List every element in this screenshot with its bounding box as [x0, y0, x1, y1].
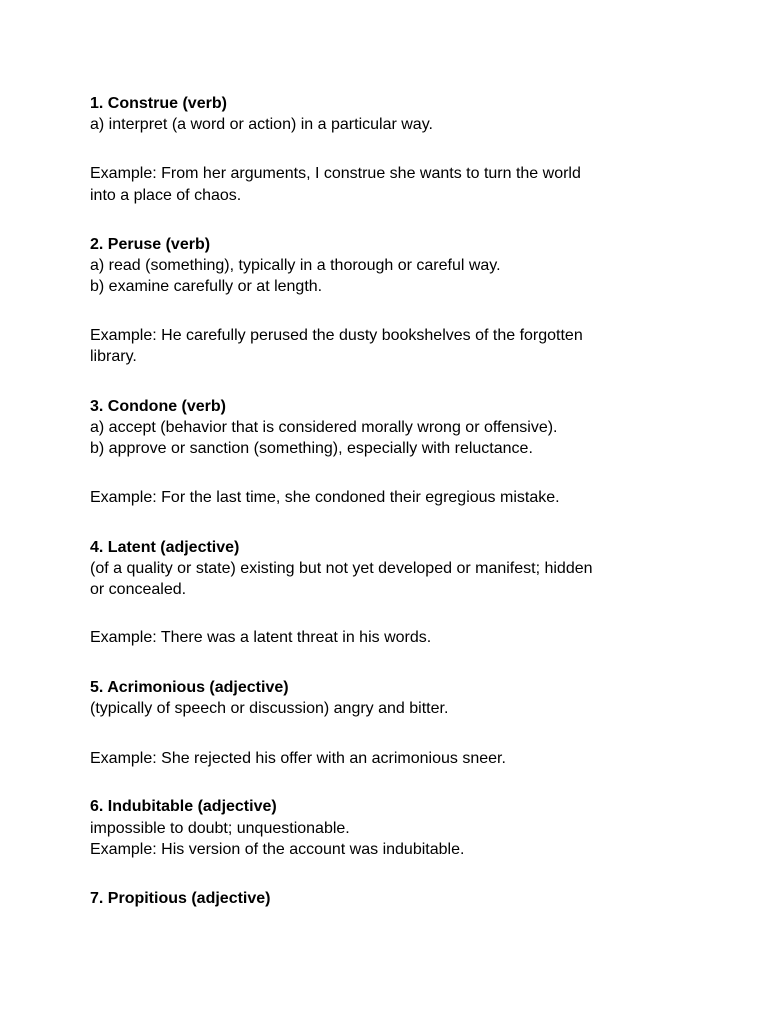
entry-6-example-line-1: Example: His version of the account was indubitable.	[90, 841, 465, 858]
entry-2-example-line-1: Example: He carefully perused the dusty bookshelves of the forgotten	[90, 327, 583, 344]
entry-1-example-line-1: Example: From her arguments, I construe she wants to turn the world	[90, 165, 581, 182]
entry-5-heading: 5. Acrimonious (adjective)	[90, 679, 289, 696]
entry-2-definition-a: a) read (something), typically in a thorough or careful way.	[90, 257, 501, 274]
entry-3-example-line-1: Example: For the last time, she condoned their egregious mistake.	[90, 489, 560, 506]
entry-6-heading: 6. Indubitable (adjective)	[90, 798, 277, 815]
entry-7-heading: 7. Propitious (adjective)	[90, 890, 271, 907]
entry-6-definition-line-1: impossible to doubt; unquestionable.	[90, 820, 350, 837]
entry-3-heading: 3. Condone (verb)	[90, 398, 227, 415]
entry-4-definition-line-1: (of a quality or state) existing but not yet developed or manifest; hidden	[90, 560, 593, 577]
entry-5-example-line-1: Example: She rejected his offer with an acrimonious sneer.	[90, 750, 506, 767]
entry-5-definition-line-1: (typically of speech or discussion) angry and bitter.	[90, 700, 449, 717]
entry-2-heading: 2. Peruse (verb)	[90, 236, 211, 253]
entry-1-example-line-2: into a place of chaos.	[90, 187, 242, 204]
entry-1-heading: 1. Construe (verb)	[90, 95, 227, 112]
entry-2-example-line-2: library.	[90, 348, 137, 365]
entry-1-definition-a: a) interpret (a word or action) in a particular way.	[90, 116, 433, 133]
entry-4-example-line-1: Example: There was a latent threat in his words.	[90, 629, 432, 646]
entry-3-definition-b: b) approve or sanction (something), especially with reluctance.	[90, 440, 533, 457]
entry-4-definition-line-2: or concealed.	[90, 581, 187, 598]
entry-3-definition-a: a) accept (behavior that is considered morally wrong or offensive).	[90, 419, 558, 436]
entry-4-heading: 4. Latent (adjective)	[90, 539, 240, 556]
entry-2-definition-b: b) examine carefully or at length.	[90, 278, 323, 295]
